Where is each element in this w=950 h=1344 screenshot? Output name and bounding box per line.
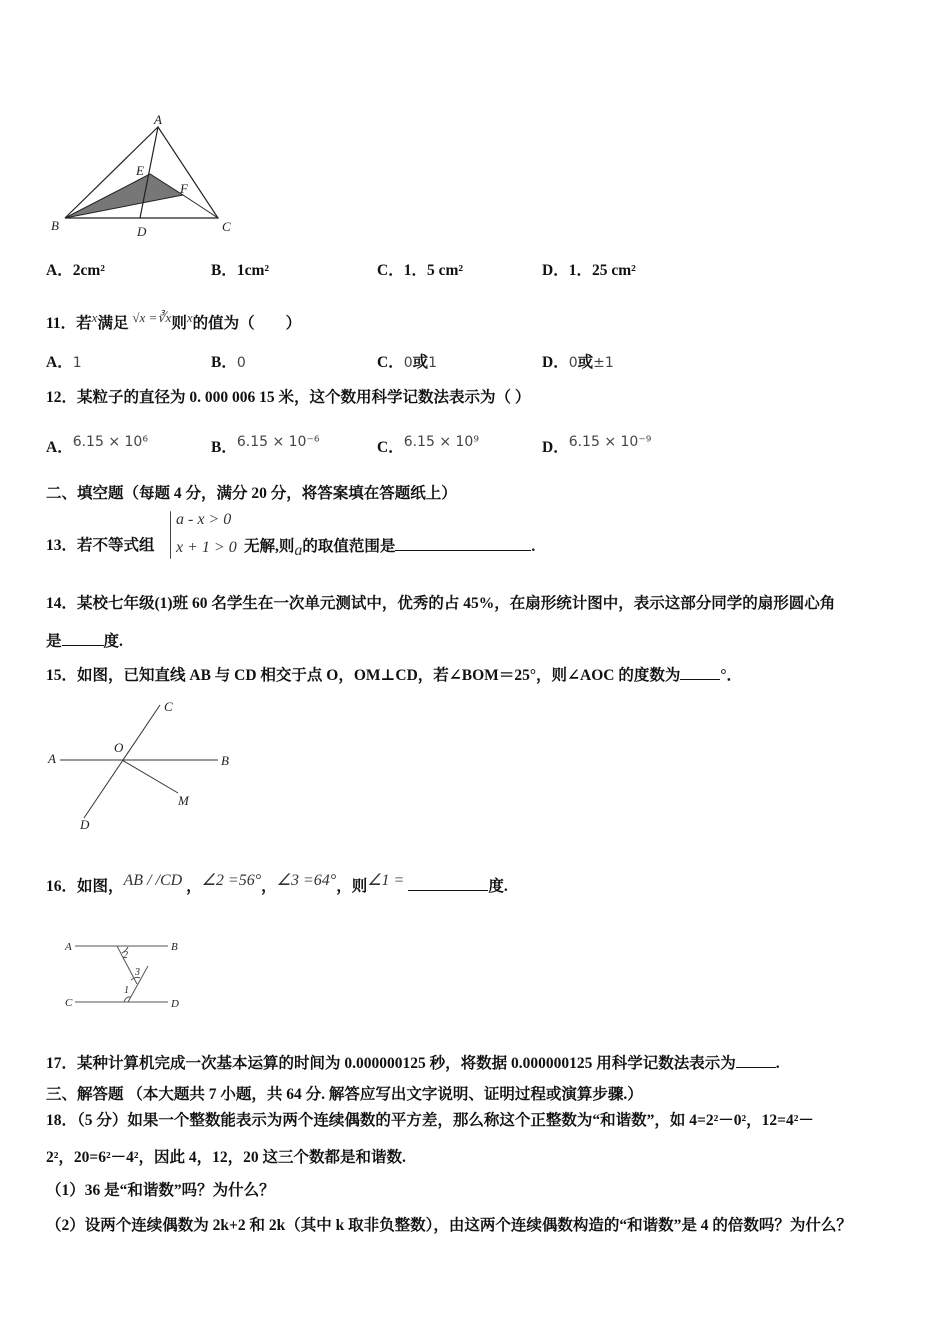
option-text: 6.15 × 10⁹	[403, 434, 479, 450]
option-letter: A．	[46, 439, 73, 457]
option-letter: C．	[377, 262, 404, 279]
option-text: 1	[72, 355, 82, 371]
question-17	[46, 1053, 780, 1074]
q16-math: ∠3 =64°	[276, 872, 337, 889]
section-2-title: 二、填空题（每题 4 分，满分 20 分，将答案填在答题纸上）	[46, 485, 457, 502]
angle-label-3: 3	[135, 967, 140, 978]
q16-text: 16．如图，	[46, 878, 124, 896]
q13-label: 13．若不等式组	[46, 537, 155, 554]
label-D: D	[80, 817, 90, 832]
question-11	[46, 308, 301, 334]
option-letter: B．	[211, 262, 237, 279]
label-D: D	[137, 224, 147, 239]
q10-option-c	[377, 261, 463, 281]
option-text: 2cm²	[72, 262, 105, 279]
q16-text: ，则	[336, 878, 368, 896]
option-text: 6.15 × 10⁻⁹	[568, 434, 652, 450]
q10-option-d	[542, 261, 636, 281]
q17-end: .	[775, 1055, 780, 1072]
option-text: ±1	[593, 355, 614, 371]
q16-math: ∠1 =	[367, 872, 405, 889]
label-D: D	[171, 998, 179, 1010]
q11-equation: √x =∛x	[132, 310, 172, 325]
option-text: 1	[428, 355, 438, 371]
q14-text: 度.	[103, 633, 123, 650]
label-F: F	[180, 181, 188, 196]
option-letter: D．	[542, 354, 569, 371]
q16-math: AB / /CD	[123, 872, 183, 889]
option-text: 0	[403, 355, 413, 371]
label-M: M	[178, 793, 189, 808]
question-18-sub2: （2）设两个连续偶数为 2k+2 和 2k（其中 k 取非负整数），由这两个连续偶数构造的“和谐数”是 4 的倍数吗？为什么？	[46, 1217, 852, 1234]
question-18-line1: 18．（5 分）如果一个整数能表示为两个连续偶数的平方差，那么称这个正整数为“和谐数”，如 4=2²－0²，12=4²－	[46, 1112, 814, 1129]
brace	[170, 511, 171, 559]
q15-end: °．	[720, 667, 743, 684]
option-text: 1cm²	[236, 262, 270, 279]
q16-math: ∠2 =56°	[201, 872, 262, 889]
option-letter: D．	[542, 439, 569, 457]
q11-var: x	[91, 310, 98, 325]
label-E: E	[136, 163, 144, 178]
angle-label-2: 2	[123, 950, 128, 961]
question-18-sub1: （1）36 是“和谐数”吗？为什么？	[46, 1182, 275, 1199]
q10-option-a	[46, 261, 105, 281]
q12-option-a	[46, 432, 148, 458]
option-letter: C．	[377, 439, 404, 457]
q13-inequality-1: a - x > 0	[176, 511, 232, 528]
question-16: 16．如图，$^{AB / /CD}$ ，$^{\angle 2 =56^\circ}$，$^{\angle 3 =64^\circ}$，则$^{\angle 1 =}$ 度.	[46, 872, 508, 896]
option-text: 6.15 × 10⁻⁶	[236, 434, 320, 450]
label-C: C	[65, 997, 73, 1009]
answer-blank[interactable]	[62, 631, 104, 646]
option-letter: B．	[211, 354, 237, 371]
option-text: 1．25 cm²	[568, 262, 636, 279]
q12-option-d	[542, 432, 651, 458]
label-A: A	[65, 941, 72, 953]
option-letter: C．	[377, 354, 404, 371]
question-14-line1: 14．某校七年级(1)班 60 名学生在一次单元测试中，优秀的占 45%，在扇形统计图中，表示这部分同学的扇形圆心角	[46, 595, 836, 612]
question-12: 12．某粒子的直径为 0. 000 006 15 米，这个数用科学记数法表示为（ ）	[46, 389, 531, 406]
q17-text: 17．某种计算机完成一次基本运算的时间为 0.000000125 秒，将数据 0.000000125 用科学记数法表示为	[46, 1055, 736, 1072]
q13-inequality-2: x + 1 > 0	[176, 539, 237, 556]
q11-text: 的值为（ ）	[192, 315, 302, 333]
q11-text: 则	[171, 315, 187, 333]
answer-blank[interactable]	[680, 665, 720, 680]
question-15	[46, 665, 742, 686]
option-text: 6.15 × 10⁶	[72, 434, 148, 450]
q11-num: 11．若	[46, 315, 92, 333]
option-text: 或	[412, 354, 429, 371]
q13-end: .	[531, 538, 536, 555]
option-letter: B．	[211, 439, 237, 457]
option-letter: A．	[46, 354, 73, 371]
parallel-lines-figure	[60, 930, 210, 1015]
label-B: B	[171, 941, 178, 953]
option-text: 或	[577, 354, 594, 371]
triangle-figure	[40, 105, 250, 245]
option-text: 0	[236, 355, 246, 371]
q11-option-c	[377, 353, 437, 373]
label-C: C	[222, 219, 231, 234]
answer-blank[interactable]	[408, 876, 488, 891]
q12-option-c	[377, 432, 479, 458]
label-B: B	[51, 218, 59, 233]
q10-option-b	[211, 261, 269, 281]
answer-blank[interactable]	[395, 536, 531, 551]
q13-var: a	[294, 542, 303, 560]
option-text: 0	[568, 355, 578, 371]
option-text: 1．5 cm²	[403, 262, 464, 279]
intersecting-lines-figure	[40, 695, 250, 835]
option-letter: A．	[46, 262, 73, 279]
q13-text	[244, 536, 535, 561]
q11-text: 满足	[97, 315, 129, 333]
q13-text-1: 无解,则	[244, 538, 295, 555]
q13-text-2: 的取值范围是	[302, 538, 396, 555]
q14-text: 是	[46, 633, 62, 650]
q11-var: x	[186, 310, 193, 325]
option-letter: D．	[542, 262, 569, 279]
section-3-title: 三、解答题 （本大题共 7 小题，共 64 分. 解答应写出文字说明、证明过程或演算步骤.）	[46, 1086, 643, 1103]
label-A: A	[154, 112, 162, 127]
label-C: C	[164, 699, 173, 714]
angle-label-1: 1	[124, 985, 129, 996]
label-A: A	[48, 751, 56, 766]
q11-option-b	[211, 353, 246, 373]
q15-text: 15．如图，已知直线 AB 与 CD 相交于点 O，OM⊥CD，若∠BOM＝25°，则∠AOC 的度数为	[46, 667, 681, 684]
label-O: O	[114, 740, 124, 755]
q16-end: 度.	[488, 878, 508, 896]
answer-blank[interactable]	[736, 1053, 776, 1068]
q12-option-b	[211, 432, 319, 458]
question-14-line2	[46, 631, 123, 652]
q11-option-d	[542, 353, 614, 373]
label-B: B	[221, 753, 229, 768]
question-18-line2: 2²，20=6²－4²，因此 4，12，20 这三个数都是和谐数.	[46, 1149, 406, 1166]
q11-option-a	[46, 353, 82, 373]
